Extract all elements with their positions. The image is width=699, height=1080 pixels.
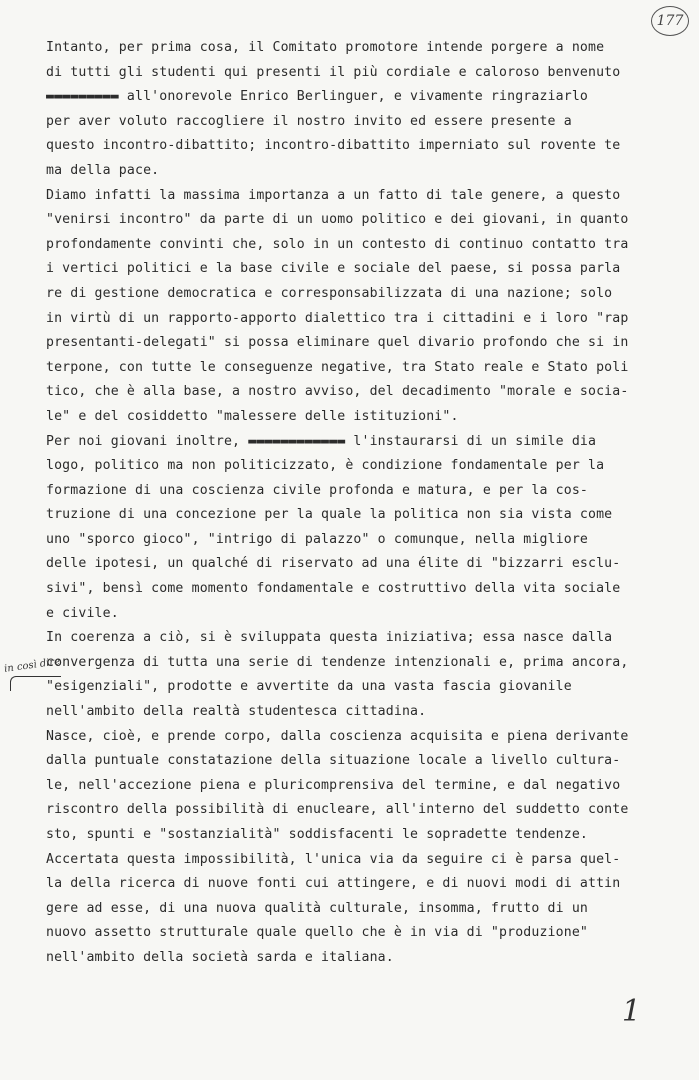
margin-bracket-mark [10,676,61,691]
text-line: per aver voluto raccogliere il nostro invito ed essere presente a [46,113,572,129]
text-line: sivi", bensì come momento fondamentale e costruttivo della vita sociale [46,581,621,597]
text-line: la della ricerca di nuove fonti cui attingere, e di nuovi modi di attin [46,876,621,892]
text-line: le, nell'accezione piena e pluricomprensiva del termine, e dal negativo [46,777,621,793]
text-line: questo incontro-dibattito; incontro-dibattito imperniato sul rovente te [46,138,621,154]
handwritten-page-number: 1 [621,994,641,1029]
text-line: presentanti-delegati" si possa eliminare quel divario profondo che si in [46,335,629,351]
stamp-number: 177 [656,13,684,29]
text-line: Nasce, cioè, e prende corpo, dalla coscienza acquisita e piena derivante [46,728,629,744]
text-line: re di gestione democratica e corresponsabilizzata di una nazione; solo [46,285,613,301]
text-line: logo, politico ma non politicizzato, è condizione fondamentale per la [46,458,605,474]
text-line: dalla puntuale constatazione della situazione locale a livello cultura- [46,753,621,769]
text-line: formazione di una coscienza civile profonda e matura, e per la cos- [46,482,588,498]
text-line: uno "sporco gioco", "intrigo di palazzo" o comunque, nella migliore [46,531,588,547]
text-line: Accertata questa impossibilità, l'unica via da seguire ci è parsa quel- [46,851,621,867]
text-line: nuovo assetto strutturale quale quello che è in via di "produzione" [46,925,588,941]
text-line: "esigenziali", prodotte e avvertite da una vasta fascia giovanile [46,679,572,695]
text-line: delle ipotesi, un qualché di riservato ad una élite di "bizzarri esclu- [46,556,621,572]
text-line: truzione di una concezione per la quale la politica non sia vista come [46,507,613,523]
text-line: Diamo infatti la massima importanza a un fatto di tale genere, a questo [46,187,621,203]
text-line: ▬▬▬▬▬▬▬▬▬ all'onorevole Enrico Berlinguer, e vivamente ringraziarlo [46,89,588,105]
text-line: di tutti gli studenti qui presenti il più cordiale e caloroso benvenuto [46,64,621,80]
text-line: i vertici politici e la base civile e sociale del paese, si possa parla [46,261,621,277]
text-line: profondamente convinti che, solo in un contesto di continuo contatto tra [46,236,629,252]
handwritten-margin-note: in così dire [3,656,61,675]
text-line: In coerenza a ciò, si è sviluppata questa iniziativa; essa nasce dalla [46,630,613,646]
text-line: nell'ambito della società sarda e italiana. [46,949,394,965]
text-line: convergenza di tutta una serie di tendenze intenzionali e, prima ancora, [46,654,629,670]
text-line: nell'ambito della realtà studentesca cittadina. [46,704,427,720]
text-line: in virtù di un rapporto-apporto dialettico tra i cittadini e i loro "rap [46,310,629,326]
text-line: riscontro della possibilità di enucleare, all'interno del suddetto conte [46,802,629,818]
text-line: "venirsi incontro" da parte di un uomo politico e dei giovani, in quanto [46,212,629,228]
text-line: Per noi giovani inoltre, ▬▬▬▬▬▬▬▬▬▬▬▬ l'instaurarsi di un simile dia [46,433,597,449]
text-line: Intanto, per prima cosa, il Comitato promotore intende porgere a nome [46,40,605,55]
text-line: e civile. [46,605,119,621]
text-line: terpone, con tutte le conseguenze negative, tra Stato reale e Stato poli [46,359,629,375]
typed-text-body [46,36,656,971]
text-line: ma della pace. [46,162,160,178]
text-line: le" e del cosiddetto "malessere delle istituzioni". [46,408,459,424]
text-line: gere ad esse, di una nuova qualità culturale, insomma, frutto di un [46,900,588,916]
text-line: tico, che è alla base, a nostro avviso, del decadimento "morale e socia- [46,384,629,400]
archive-stamp [651,6,689,36]
text-line: sto, spunti e "sostanzialità" soddisfacenti le sopradette tendenze. [46,827,588,842]
